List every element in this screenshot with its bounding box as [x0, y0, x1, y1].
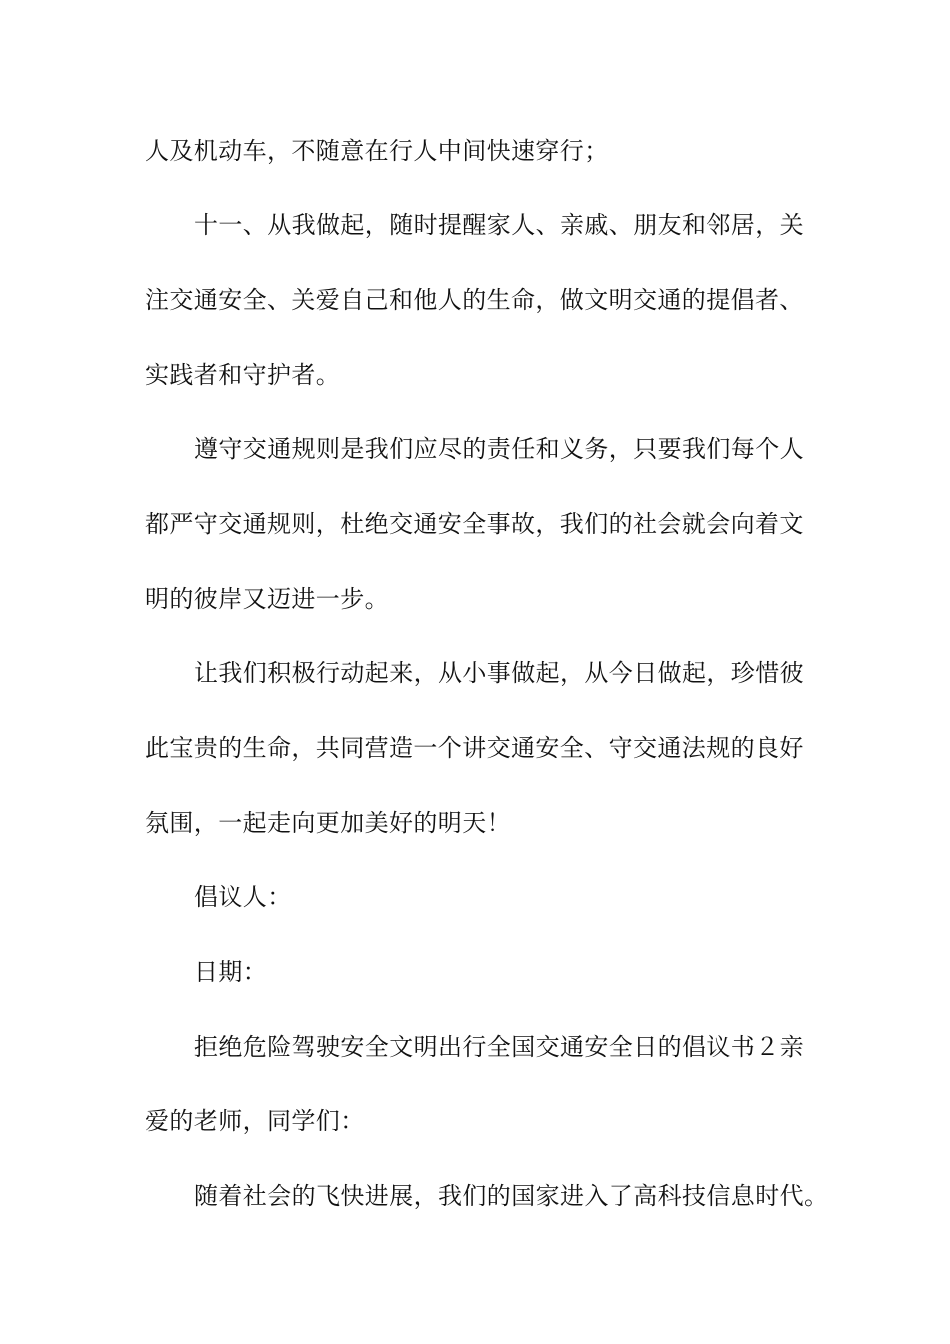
text-line: 明的彼岸又迈进一步。	[145, 585, 389, 613]
salutation-line: 爱的老师，同学们：	[145, 1107, 365, 1135]
text-line: 都严守交通规则，杜绝交通安全事故，我们的社会就会向着文	[145, 510, 804, 538]
date-label: 日期：	[194, 958, 268, 986]
text-line: 此宝贵的生命，共同营造一个讲交通安全、守交通法规的良好	[145, 734, 804, 762]
text-line-item-eleven: 十一、从我做起，随时提醒家人、亲戚、朋友和邻居，关	[194, 211, 804, 239]
text-line: 注交通安全、关爱自己和他人的生命，做文明交通的提倡者、	[145, 286, 804, 314]
text-line-paragraph-start: 让我们积极行动起来，从小事做起，从今日做起，珍惜彼	[194, 659, 804, 687]
section-title-line: 拒绝危险驾驶安全文明出行全国交通安全日的倡议书２亲	[194, 1033, 804, 1061]
text-line-paragraph-start: 随着社会的飞快进展，我们的国家进入了高科技信息时代。	[194, 1182, 829, 1210]
text-line-continuation: 人及机动车，不随意在行人中间快速穿行；	[145, 137, 609, 165]
text-line: 氛围，一起走向更加美好的明天！	[145, 809, 511, 837]
proposer-label: 倡议人：	[194, 883, 292, 911]
text-line: 实践者和守护者。	[145, 361, 341, 389]
text-line-paragraph-start: 遵守交通规则是我们应尽的责任和义务，只要我们每个人	[194, 435, 804, 463]
